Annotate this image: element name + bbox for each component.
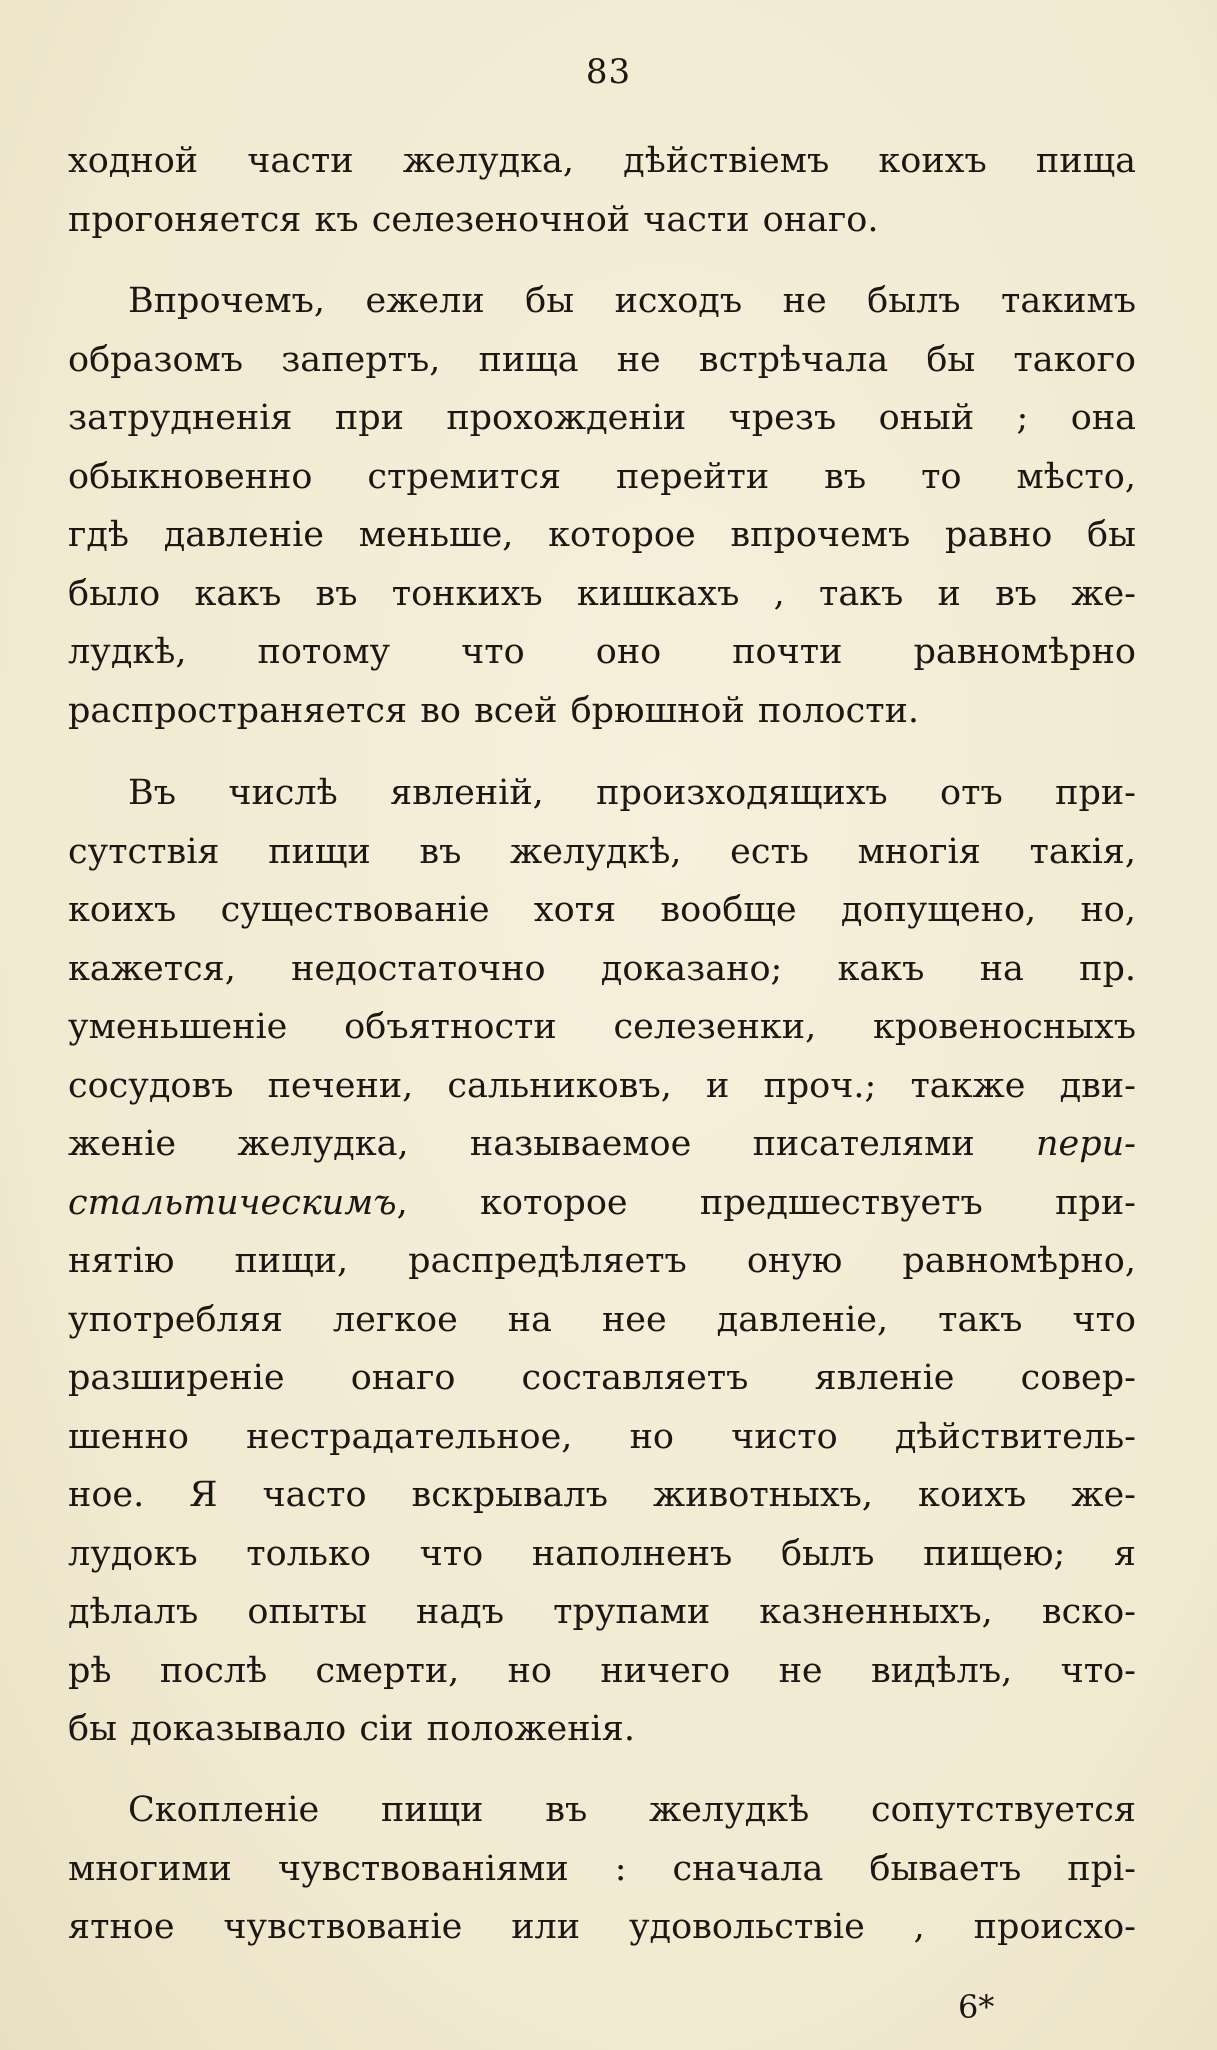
paragraph-2 xyxy=(68,272,1136,740)
text-line: шенно нестрадательное, но чисто дѣйствитель- xyxy=(68,1416,1136,1457)
text-line: рѣ послѣ смерти, но ничего не видѣлъ, что- xyxy=(68,1650,1136,1691)
text-line: ятное чувствованіе или удовольствіе , происхо- xyxy=(68,1907,1136,1947)
text-line: коихъ существованіе хотя вообще допущено, но, xyxy=(68,890,1136,930)
text-line: затрудненія при прохожденіи чрезъ оный ; она xyxy=(68,398,1136,438)
text-line: многими чувствованіями : сначала бываетъ прі- xyxy=(68,1848,1136,1889)
text-line-with-italic: стальтическимъ, которое предшествуетъ при- xyxy=(68,1182,1136,1223)
text-line: Впрочемъ, ежели бы исходъ не былъ такимъ xyxy=(128,281,1136,321)
text-line: лудокъ только что наполненъ былъ пищею; я xyxy=(68,1533,1136,1574)
paragraph-4 xyxy=(68,1781,1136,1957)
text-line: Скопленіе пищи въ желудкѣ сопутствуется xyxy=(128,1790,1136,1830)
text-line: гдѣ давленіе меньше, которое впрочемъ равно бы xyxy=(68,515,1136,555)
text-line: образомъ запертъ, пища не встрѣчала бы такого xyxy=(68,339,1136,380)
text-line: дѣлалъ опыты надъ трупами казненныхъ, вско- xyxy=(68,1592,1136,1632)
text-line: бы доказывало сіи положенія. xyxy=(68,1709,635,1749)
text-line: разширеніе онаго составляетъ явленіе совер- xyxy=(68,1358,1136,1398)
text-line: ное. Я часто вскрывалъ животныхъ, коихъ же- xyxy=(68,1475,1136,1515)
italic-term: стальтическимъ xyxy=(68,1182,397,1223)
text-line: употребляя легкое на нее давленіе, такъ что xyxy=(68,1299,1136,1340)
page-number: 83 xyxy=(585,52,632,92)
text-line: прогоняется къ селезеночной части онаго. xyxy=(68,199,879,240)
text-line: ходной части желудка, дѣйствіемъ коихъ пища xyxy=(68,141,1136,181)
paragraph-1 xyxy=(68,132,1136,249)
text-line: нятію пищи, распредѣляетъ оную равномѣрно, xyxy=(68,1241,1136,1281)
text-line: обыкновенно стремится перейти въ то мѣсто, xyxy=(68,456,1136,497)
text-line: распространяется во всей брюшной полости. xyxy=(68,690,920,731)
text-line: Въ числѣ явленій, произходящихъ отъ при- xyxy=(128,773,1136,813)
text-line: уменьшеніе объятности селезенки, кровеносныхъ xyxy=(68,1007,1136,1047)
printer-signature-mark: 6* xyxy=(958,1988,995,2026)
italic-term: пери- xyxy=(1035,1124,1136,1164)
text-line: сутствія пищи въ желудкѣ, есть многія такія, xyxy=(68,831,1136,872)
text-line: кажется, недостаточно доказано; какъ на пр. xyxy=(68,948,1136,989)
text-line: сосудовъ печени, сальниковъ, и проч.; также дви- xyxy=(68,1065,1136,1106)
text-line: лудкѣ, потому что оно почти равномѣрно xyxy=(68,632,1136,672)
text-line-with-italic: женіе желудка, называемое писателями пери- xyxy=(68,1124,1136,1164)
text-line: было какъ въ тонкихъ кишкахъ , такъ и въ же- xyxy=(68,573,1136,614)
paragraph-3 xyxy=(68,764,1136,1759)
